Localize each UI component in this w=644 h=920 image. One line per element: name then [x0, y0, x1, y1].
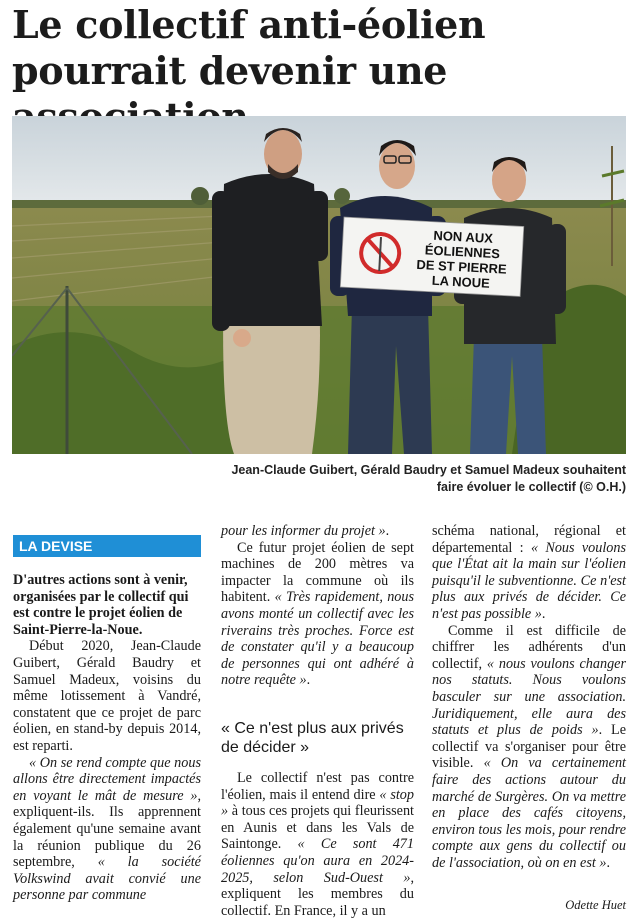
paragraph [221, 523, 414, 540]
paragraph-text: Le collectif n'est pas contre l'éolien, mais il entend dire [221, 769, 414, 803]
quote: « Très rapidement, nous avons monté un collectif avec les riverains très proches. Force est de constater qu'il y a beaucoup de personnes qui ont adhéré à notre requête » [221, 589, 414, 689]
paragraph-text: Début 2020, Jean-Claude Guibert, Gérald Baudry et Samuel Madeux, voisins du même lotissement à Vandré, constatent que ce projet de parc éolien, en stand-by depuis 2014, est reparti. [13, 638, 201, 754]
paragraph-text: . Le collectif va s'organiser pour être visible. [432, 722, 626, 772]
article-photo [12, 116, 626, 454]
sign-line-2: ÉOLIENNES [424, 242, 501, 262]
paragraph [432, 623, 626, 872]
paragraph-text: , expliquent les membres du collectif. En France, il y a un [221, 869, 414, 919]
paragraph-text: . [606, 854, 610, 871]
author-signature: Odette Huet [565, 898, 626, 913]
photo-illustration [12, 116, 626, 454]
paragraph-text: . [385, 523, 390, 539]
paragraph-text: Ce futur projet éolien de sept machines de 200 mètres va impacter la commune où ils habitent. [221, 539, 414, 606]
paragraph-text: . [306, 672, 311, 689]
quote: « On se rend compte que nous allons être directement impactés en voyant le mât de mesure » [13, 754, 201, 804]
sign-line-4: LA NOUE [431, 272, 491, 291]
article-headline: Le collectif anti-éolien pourrait devenir une [12, 2, 486, 93]
quote: « On va certainement faire des actions autour du marché de Surgères. On va mettre en place des cafés citoyens, environ tous les mois, pour rendre compte aux gens du collectif ou de l'association, où on en est » [432, 755, 626, 871]
paragraph [13, 638, 201, 754]
paragraph-text: schéma national, régional et départemental : [432, 523, 626, 556]
quote: « la société Volkswind avait convié une personne par commune [13, 854, 201, 904]
column-3 [432, 523, 626, 914]
quote: pour les informer du projet » [221, 523, 386, 539]
photo-caption: Jean-Claude Guibert, Gérald Baudry et Samuel Madeux souhaitent faire évoluer le collectif (© O.H.) [231, 463, 626, 494]
paragraph [13, 755, 201, 904]
quote: « Ce sont 471 éoliennes qu'on aura en 2024-2025, selon Sud-Ouest » [221, 836, 414, 886]
paragraph [432, 523, 626, 623]
paragraph [221, 770, 414, 919]
quote: « stop » [221, 786, 414, 820]
sign-line-1: NON AUX [433, 227, 494, 246]
column-2 [221, 523, 414, 919]
sign-line-3: DE ST PIERRE [416, 256, 508, 277]
paragraph-text: , expliquent-ils. Ils apprennent également qu'une semaine avant la réunion publique du 26 septembre, [13, 787, 201, 871]
protest-sign [340, 217, 523, 296]
section-kicker: LA DEVISE [13, 535, 201, 557]
paragraph-text: à tous ces projets qui fleurissent en Aunis et dans les Vals de Saintonge. [221, 803, 414, 853]
paragraph-text: Comme il est difficile de chiffrer les adhérents d'un collectif, [432, 622, 626, 672]
article-lede: D'autres actions sont à venir, organisées par le collectif qui est contre le projet éolien de Saint-Pierre-la-Noue. [13, 572, 189, 638]
quote: « Nous voulons que l'État ait la main sur l'éolien puisqu'il le subventionne. Ce n'est plus aux privés de décider. Ce n'est pas possible » [432, 539, 627, 622]
quote: « nous voulons changer nos statuts. Nous voulons basculer sur une association. Juridiquement, elle aura des statuts et plus de poids » [432, 655, 626, 739]
column-1 [13, 523, 201, 904]
paragraph-text: . [541, 605, 546, 622]
subheading: « Ce n'est plus aux privés de décider » [221, 719, 404, 756]
paragraph [221, 540, 414, 689]
